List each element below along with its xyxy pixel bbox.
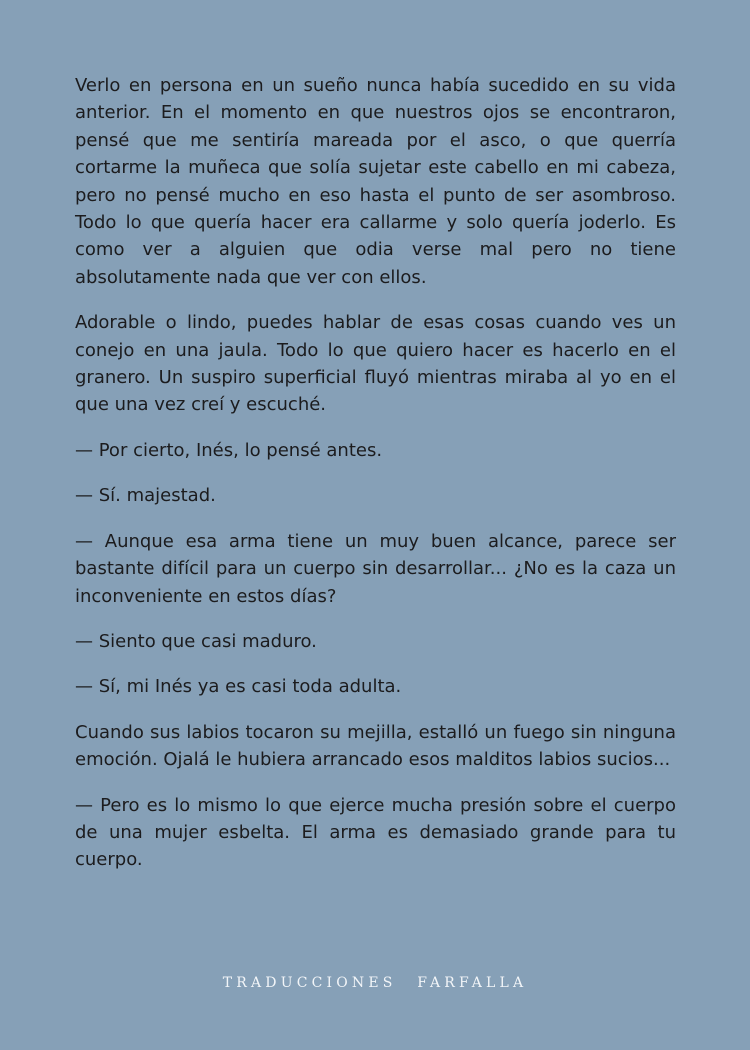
paragraph: Cuando sus labios tocaron su mejilla, estalló un fuego sin ninguna emoción. Ojalá le hubiera arrancado esos malditos labios sucios... bbox=[75, 721, 676, 771]
dialogue-line: — Siento que casi maduro. bbox=[75, 630, 317, 652]
footer-word: FARFALLA bbox=[417, 975, 528, 991]
dialogue-line: — Por cierto, Inés, lo pensé antes. bbox=[75, 439, 383, 461]
dialogue-line: — Sí. majestad. bbox=[75, 485, 216, 507]
dialogue-line: — Aunque esa arma tiene un muy buen alcance, parece ser bastante difícil para un cuerpo sin desarrollar... ¿No es la caza un inconveniente en estos días? bbox=[75, 530, 676, 607]
footer-word: TRADUCCIONES bbox=[222, 975, 397, 991]
page-body-text bbox=[75, 72, 676, 892]
paragraph: Adorable o lindo, puedes hablar de esas cosas cuando ves un conejo en una jaula. Todo lo que quiero hacer es hacerlo en el granero. Un suspiro superficial fluyó mientras miraba al yo en el que una vez creí y escuché. bbox=[75, 312, 676, 416]
paragraph: Verlo en persona en un sueño nunca había sucedido en su vida anterior. En el momento en que nuestros ojos se encontraron, pensé que me sentiría mareada por el asco, o que querría cortarme la muñeca que solía sujetar este cabello en mi cabeza, pero no pensé mucho en eso hasta el punto de ser asombroso. Todo lo que quería hacer era callarme y solo quería joderlo. Es como ver a alguien que odia verse mal pero no tiene absolutamente nada que ver con ellos. bbox=[75, 75, 676, 288]
dialogue-line: — Sí, mi Inés ya es casi toda adulta. bbox=[75, 676, 402, 698]
footer-credit bbox=[0, 975, 750, 991]
dialogue-line: — Pero es lo mismo lo que ejerce mucha presión sobre el cuerpo de una mujer esbelta. El arma es demasiado grande para tu cuerpo. bbox=[75, 794, 676, 871]
